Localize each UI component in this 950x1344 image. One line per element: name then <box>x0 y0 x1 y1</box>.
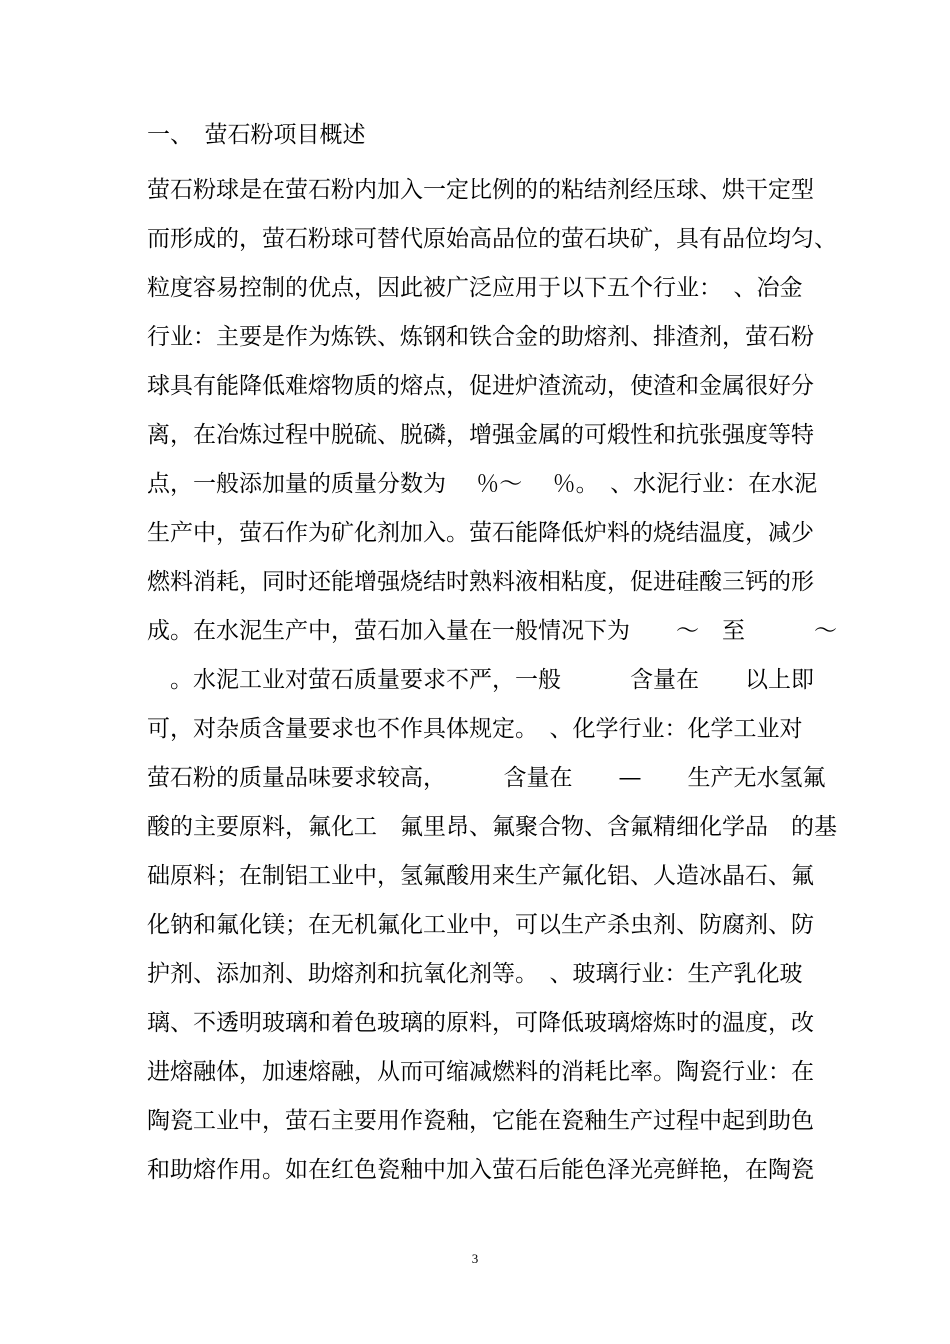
text-line: 陶瓷工业中，萤石主要用作瓷釉，它能在瓷釉生产过程中起到助色 <box>147 1108 814 1134</box>
text-line: 和助熔作用。如在红色瓷釉中加入萤石后能色泽光亮鲜艳，在陶瓷 <box>147 1157 814 1183</box>
text-line: 护剂、添加剂、助熔剂和抗氧化剂等。 、玻璃行业：生产乳化玻 <box>147 961 803 987</box>
page-number: 3 <box>471 1251 479 1266</box>
text-line: 璃、不透明玻璃和着色玻璃的原料，可降低玻璃熔炼时的温度，改 <box>147 1010 814 1036</box>
text-line: 粒度容易控制的优点，因此被广泛应用于以下五个行业： 、冶金 <box>147 275 803 301</box>
text-line: 而形成的，萤石粉球可替代原始高品位的萤石块矿，具有品位均匀、 <box>147 226 837 252</box>
text-line: 离，在冶炼过程中脱硫、脱磷，增强金属的可煅性和抗张强度等特 <box>147 422 814 448</box>
text-line: 球具有能降低难熔物质的熔点，促进炉渣流动，使渣和金属很好分 <box>147 373 814 399</box>
text-line: 点，一般添加量的质量分数为 ％～ ％。 、水泥行业：在水泥 <box>147 471 818 497</box>
text-line: 可，对杂质含量要求也不作具体规定。 、化学行业：化学工业对 <box>147 716 803 742</box>
text-line: 础原料；在制铝工业中，氢氟酸用来生产氟化铝、人造冰晶石、氟 <box>147 863 814 889</box>
text-line: 成。在水泥生产中，萤石加入量在一般情况下为 ～ 至 ～ <box>147 618 837 644</box>
text-line: 萤石粉球是在萤石粉内加入一定比例的的粘结剂经压球、烘干定型 <box>147 177 814 203</box>
text-line: 萤石粉的质量品味要求较高， 含量在 — 生产无水氢氟 <box>147 765 826 791</box>
text-line: 。水泥工业对萤石质量要求不严，一般 含量在 以上即 <box>147 667 814 693</box>
text-line: 酸的主要原料，氟化工 氟里昂、氟聚合物、含氟精细化学品 的基 <box>147 814 837 840</box>
text-line: 生产中，萤石作为矿化剂加入。萤石能降低炉料的烧结温度，减少 <box>147 520 814 546</box>
text-line: 行业：主要是作为炼铁、炼钢和铁合金的助熔剂、排渣剂，萤石粉 <box>147 324 814 350</box>
body-paragraph <box>147 166 837 1195</box>
section-heading: 一、 萤石粉项目概述 <box>147 122 366 148</box>
text-line: 进熔融体，加速熔融，从而可缩减燃料的消耗比率。陶瓷行业：在 <box>147 1059 814 1085</box>
text-line: 化钠和氟化镁；在无机氟化工业中，可以生产杀虫剂、防腐剂、防 <box>147 912 814 938</box>
text-line: 燃料消耗，同时还能增强烧结时熟料液相粘度，促进硅酸三钙的形 <box>147 569 814 595</box>
